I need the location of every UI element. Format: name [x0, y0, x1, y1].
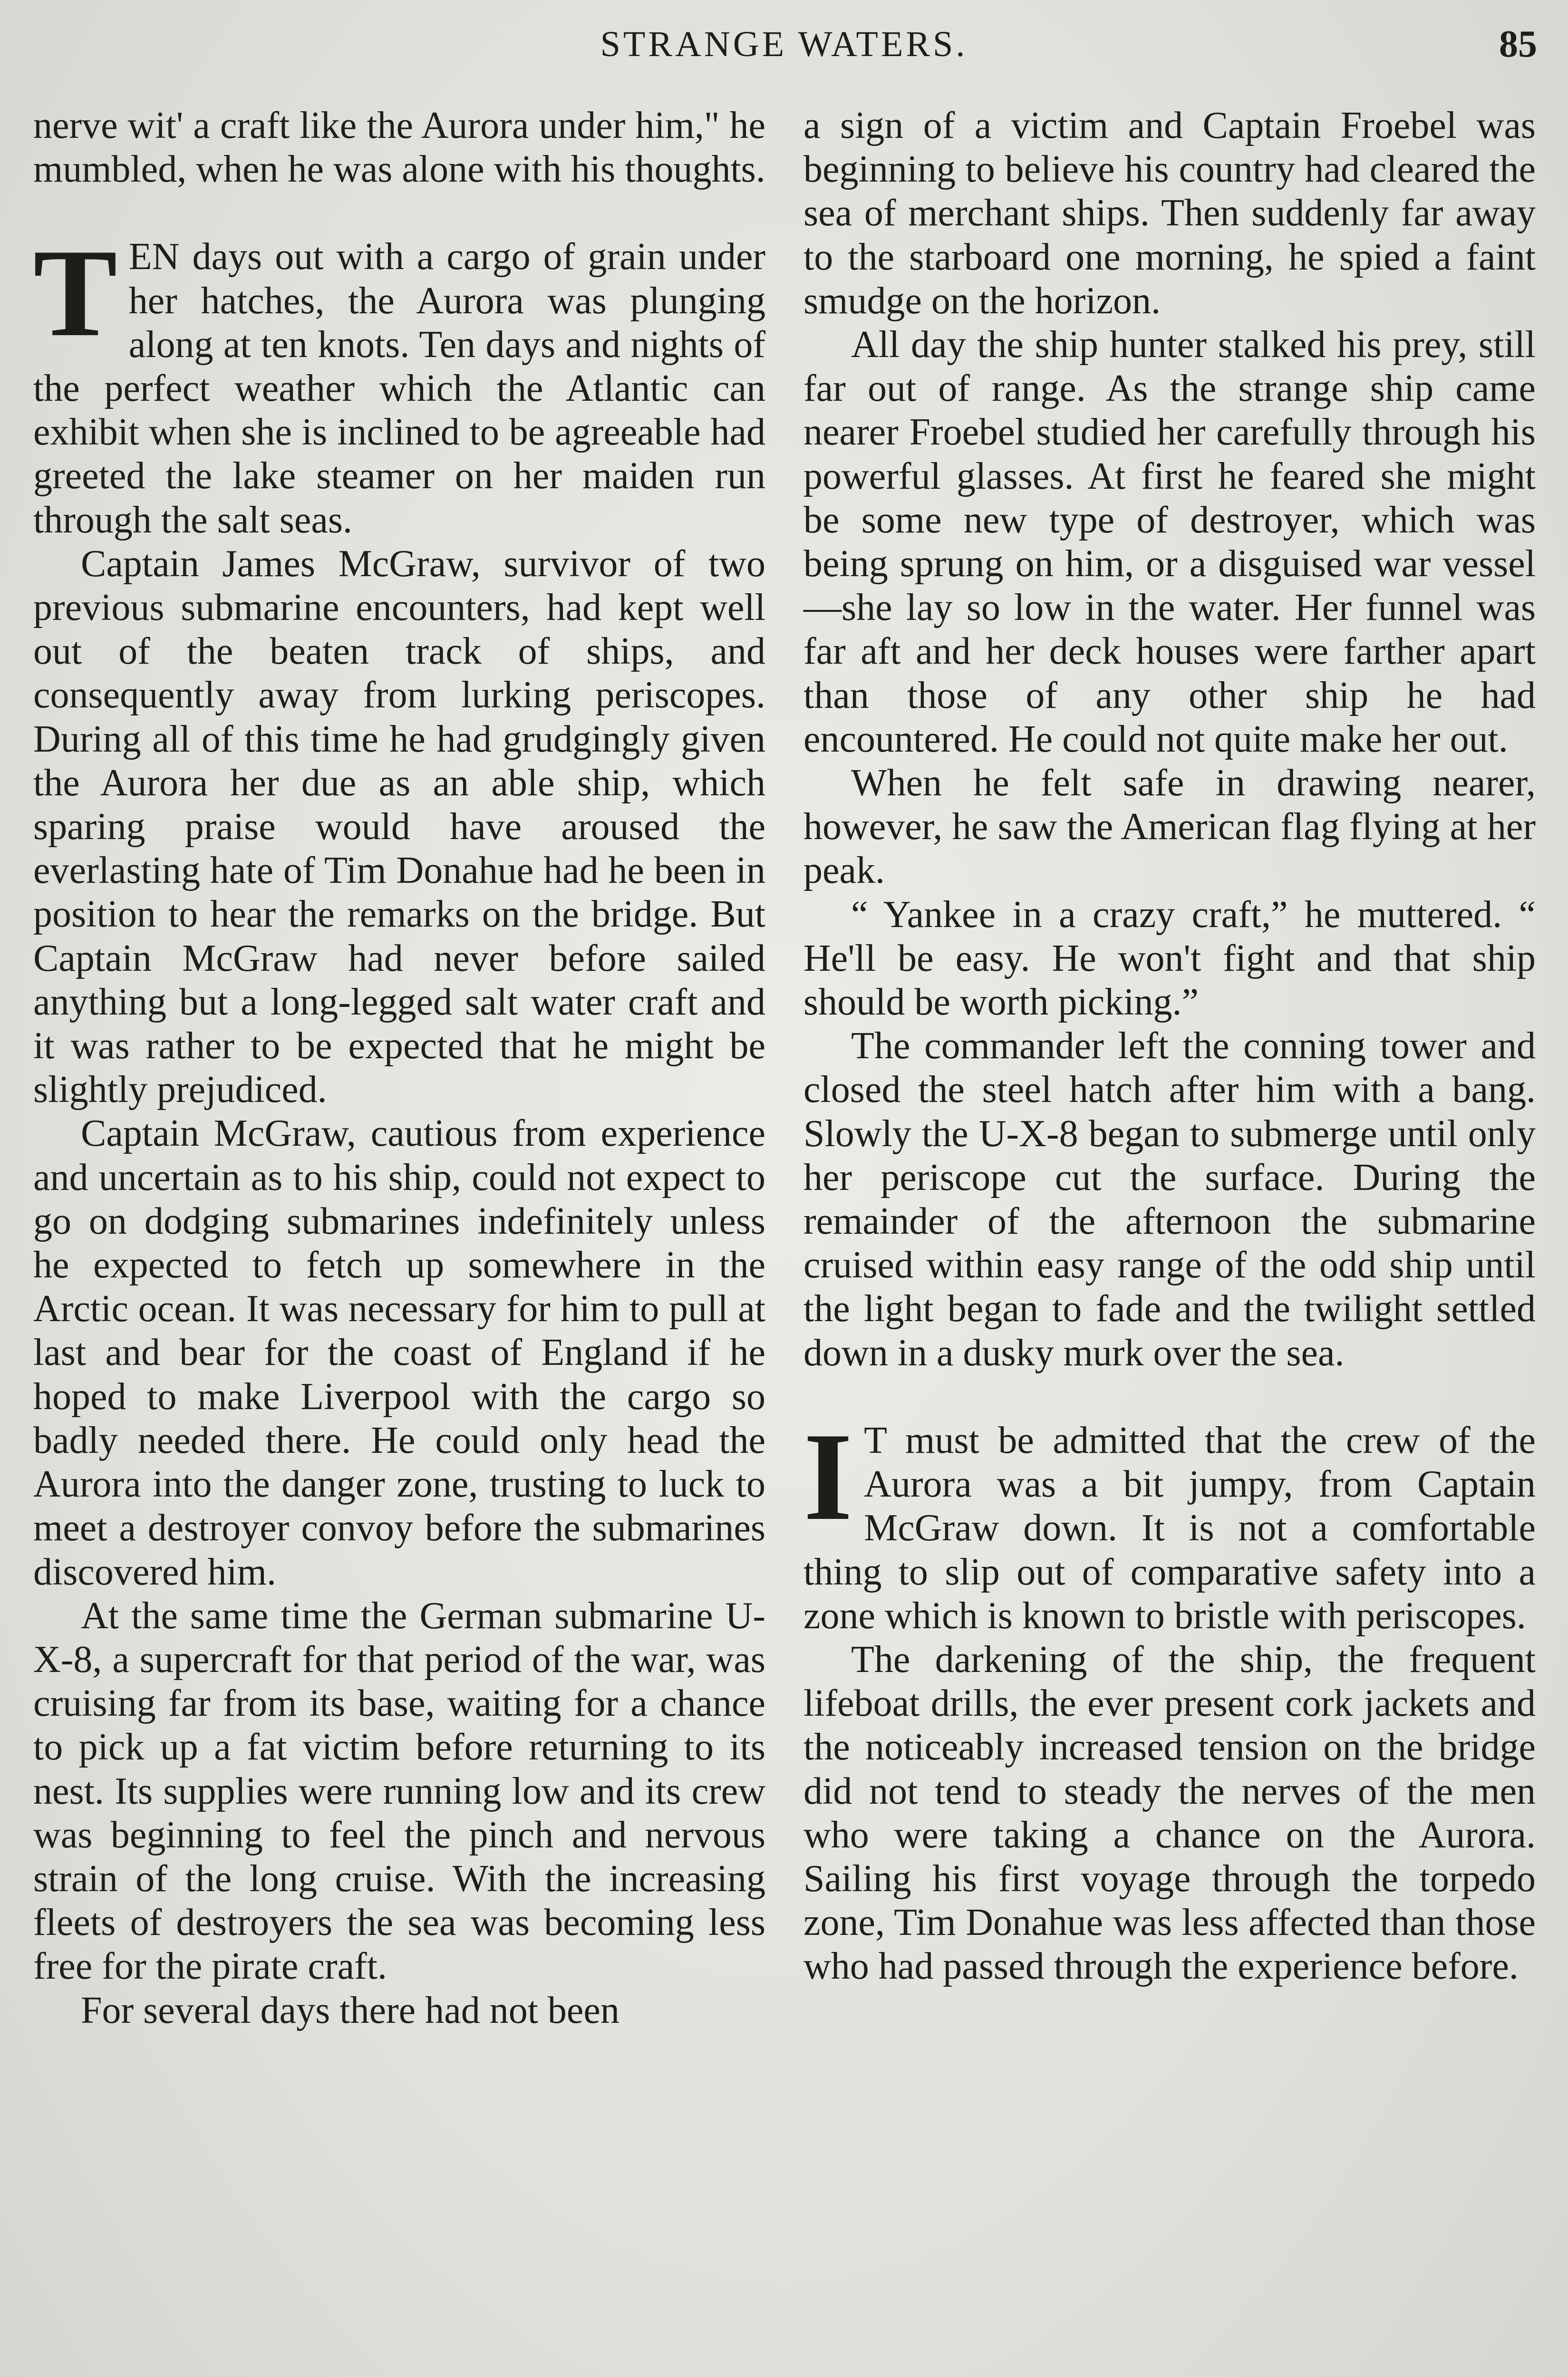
page-header: [0, 18, 1568, 70]
running-title: STRANGE WATERS.: [600, 24, 968, 64]
paragraph: nerve wit' a craft like the Aurora under him," he mumbled, when he was alone with his thoughts.: [33, 105, 765, 191]
right-column: [803, 104, 1536, 1989]
paragraph: Captain McGraw, cautious from experience and uncertain as to his ship, could not expect to go on dodging submarines indefinitely unless he expected to fetch up somewhere in the Arctic ocean. It was necessary for him to pull at last and bear for the coast of England if he hoped to make Liverpool with the cargo so badly needed there. He could only head the Aurora into the danger zone, trusting to luck to meet a destroyer convoy before the submarines discovered him.: [33, 1112, 765, 1593]
left-column: [33, 104, 765, 2032]
paragraph: Captain James McGraw, survivor of two previous submarine encounters, had kept well out of the beaten track of ships, and consequently away from lurking periscopes. During all of this time he had grudgingly given the Aurora her due as an able ship, which sparing praise would have aroused the everlasting hate of Tim Donahue had he been in position to hear the remarks on the bridge. But Captain McGraw had never before sailed anything but a long-legged salt water craft and it was rather to be expected that he might be slightly prejudiced.: [33, 542, 765, 1111]
paragraph-with-dropcap: [33, 223, 765, 541]
paragraph: For several days there had not been: [81, 1989, 619, 2031]
paragraph: The commander left the conning tower and closed the steel hatch after him with a bang. Slowly the U-X-8 began to submerge until only her periscope cut the surface. During the remainder of the afternoon the submarine cruised within easy range of the odd ship until the light began to fade and the twilight settled down in a dusky murk over the sea.: [803, 1025, 1536, 1374]
section-break: [803, 1375, 1536, 1419]
paragraph-text: T must be admitted that the crew of the Aurora was a bit jumpy, from Captain McGraw down. It is not a comfortable thing to slip out of comparative safety into a zone which is known to bristle with periscopes.: [803, 1419, 1536, 1637]
paragraph: “ Yankee in a crazy craft,” he muttered. “ He'll be easy. He won't fight and that ship should be worth picking.”: [803, 893, 1536, 1024]
page-number: 85: [1499, 23, 1537, 65]
paragraph: At the same time the German submarine U-X-8, a supercraft for that period of the war, was cruising far from its base, waiting for a chance to pick up a fat victim before returning to its nest. Its supplies were running low and its crew was beginning to feel the pinch and nervous strain of the long cruise. With the increasing fleets of destroyers the sea was becoming less free for the pirate craft.: [33, 1594, 765, 1988]
paragraph: The darkening of the ship, the frequent lifeboat drills, the ever present cork jackets and the noticeably increased tension on the bridge did not tend to steady the nerves of the men who were taking a chance on the Aurora. Sailing his first voyage through the torpedo zone, Tim Donahue was less affected than those who had passed through the experience before.: [803, 1638, 1536, 1988]
paragraph: All day the ship hunter stalked his prey, still far out of range. As the strange ship came nearer Froebel studied her carefully through his powerful glasses. At first he feared she might be some new type of destroyer, which was being sprung on him, or a disguised war vessel—she lay so low in the water. Her funnel was far aft and her deck houses were farther apart than those of any other ship he had encountered. He could not quite make her out.: [803, 324, 1536, 760]
paragraph-text: EN days out with a cargo of grain under her hatches, the Aurora was plunging along at ten knots. Ten days and nights of the perfect weather which the Atlantic can exhibit when she is inclined to be agreeable had greeted the lake steamer on her maiden run through the salt seas.: [33, 236, 765, 541]
paragraph: a sign of a victim and Captain Froebel was beginning to believe his country had cleared the sea of merchant ships. Then suddenly far away to the starboard one morning, he spied a faint smudge on the horizon.: [803, 105, 1536, 322]
section-break: [33, 191, 765, 235]
paragraph-with-dropcap: [803, 1407, 1536, 1638]
drop-cap: T: [33, 223, 117, 363]
paragraph: When he felt safe in drawing nearer, however, he saw the American flag flying at her peak.: [803, 762, 1536, 892]
drop-cap: I: [803, 1407, 853, 1546]
